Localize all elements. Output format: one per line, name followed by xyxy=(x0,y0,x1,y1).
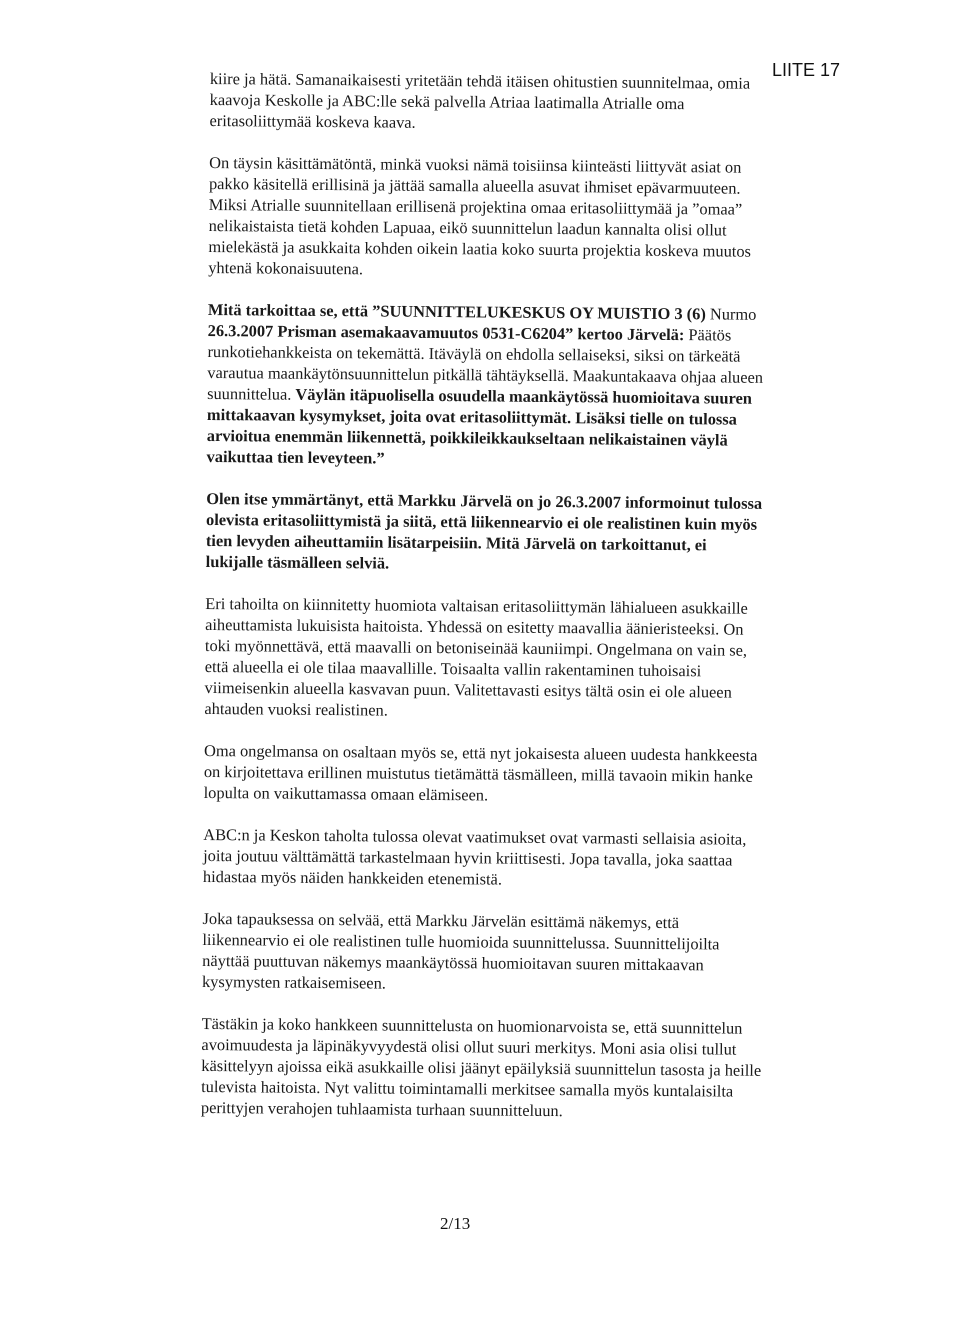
paragraph xyxy=(206,488,867,578)
text-line: pakko käsitellä erillisinä ja jättää samalla alueella asuvat ihmiset epävarmuuteen. xyxy=(208,173,741,198)
bold-text-segment: mittakaavan kysymykset, joita ovat eritasoliittymät. Lisäksi tielle on tulossa xyxy=(206,404,737,429)
text-line: kaavoja Keskolle ja ABC:lle sekä palvella Atriaa laatimalla Atrialle oma xyxy=(209,89,685,114)
paragraph xyxy=(202,908,863,998)
text-line: Miksi Atrialle suunnitellaan erillisenä projektina omaa eritasoliittymää ja ”omaa” xyxy=(208,194,743,219)
text-line: että alueella ei ole tilaa maavallille. Toisaalta vallin rakentaminen tuhoisaisi xyxy=(204,656,702,681)
paragraph xyxy=(208,152,869,284)
text-line: kiire ja hätä. Samanaikaisesti yritetään tehdä itäisen ohitustien suunnitelmaa, omia xyxy=(209,68,751,93)
text-segment: suunnittelua. xyxy=(207,383,296,404)
text-line: Olen itse ymmärtänyt, että Markku Järvelä on jo 26.3.2007 informoinut tulossa xyxy=(206,488,763,513)
text-line: hidastaa myös näiden hankkeiden etenemistä. xyxy=(202,866,503,889)
text-line: Joka tapauksessa on selvää, että Markku Järvelän esittämä näkemys, että xyxy=(202,908,680,933)
text-line: nelikaistaista tietä kohden Lapuaa, eikö suunnittelun laadun kannalta olisi ollut xyxy=(208,215,727,240)
text-line: ahtauden vuoksi realistinen. xyxy=(204,698,388,720)
text-line: kysymysten ratkaisemiseen. xyxy=(201,971,387,993)
text-line: lopulta on vaikuttamassa omaan elämiseen. xyxy=(203,782,489,805)
text-line: tien levyden aiheuttamiin lisätarpeisiin. Mitä Järvelä on tarkoittanut, ei xyxy=(205,530,707,555)
text-segment: runkotiehankkeista on tekemättä. Itäväylä on ehdolla sellaiseksi, siksi on tärkeätä xyxy=(207,341,741,366)
text-line: On täysin käsittämätöntä, minkä vuoksi nämä toisiinsa kiinteästi liittyvät asiat on xyxy=(209,152,742,177)
text-line: Oma ongelmansa on osaltaan myös se, että nyt jokaisesta alueen uudesta hankkeesta xyxy=(203,740,758,765)
bold-text-segment: 26.3.2007 Prisman asemakaavamuutos 0531-C6204” kertoo Järvelä: xyxy=(207,320,689,345)
text-line: Eri tahoilta on kiinnitetty huomiota valtaisan eritasoliittymän lähialueen asukkaille xyxy=(205,593,748,618)
text-line: on kirjoitettava erillinen muistutus tietämättä täsmälleen, millä tavaoin mikin hanke xyxy=(203,761,753,786)
text-segment: Päätös xyxy=(688,325,732,345)
text-line: aiheuttamista lukuisista haitoista. Yhdessä on esitetty maavallia äänieristeeksi. On xyxy=(205,614,744,639)
text-segment: Nurmo xyxy=(709,304,757,324)
text-line: Tästäkin ja koko hankkeen suunnittelusta on huomionarvoista se, että suunnittelun xyxy=(201,1013,743,1038)
paragraph xyxy=(204,593,865,725)
text-line: avoimuudesta ja läpinäkyvyydestä olisi ollut suuri merkitys. Moni asia olisi tullut xyxy=(201,1034,737,1059)
text-line: mielekästä ja asukkaita kohden oikein laatia koko suurta projektia koskeva muutos xyxy=(208,236,752,261)
paragraph xyxy=(203,824,864,893)
text-line: yhtenä kokonaisuutena. xyxy=(208,257,364,279)
text-line: liikennearvio ei ole realistinen tulle huomioida suunnittelussa. Suunnittelijoilta xyxy=(202,929,720,954)
text-line xyxy=(207,446,867,473)
paragraph xyxy=(201,1013,862,1124)
paragraph xyxy=(209,68,870,137)
text-line: olevista eritasoliittymistä ja siitä, että liikennearvio ei ole realistinen kuin myös xyxy=(205,509,758,534)
bold-text-segment: arvioitua enemmän liikennettä, poikkileikkaukseltaan nelikaistainen väylä xyxy=(206,425,728,450)
attachment-label: LIITE 17 xyxy=(772,60,841,80)
text-line: käsittelyyn ajoissa eikä asukkaille olisi jäänyt epäilyksiä suunnittelun tasosta ja heille xyxy=(201,1055,762,1080)
text-line: näyttää puuttuvan näkemys maankäytössä huomioitavan suuren mittakaavan xyxy=(202,950,704,975)
text-line: joita joutuu välttämättä tarkastelmaan hyvin kriittisesti. Jopa tavalla, joka saattaa xyxy=(203,845,733,870)
text-line: tulevista haitoista. Nyt valittu toimintamalli merkitsee samalla myös kuntalaisilta xyxy=(201,1076,734,1101)
paragraph xyxy=(204,740,865,809)
text-segment: varautua maankäytönsuunnittelun pitkällä tähtäykse​llä. Maakuntakaava ohjaa alueen xyxy=(207,362,764,387)
bold-text-segment: vaikuttaa tien leveyteen.” xyxy=(206,446,385,468)
bold-text-segment: Mitä tarkoittaa se, että ”SUUNNITTELUKESKUS OY MUISTIO 3 (6) xyxy=(207,299,711,324)
text-line: eritasoliittymää koskeva kaava. xyxy=(209,110,416,132)
bold-text-segment: Väylän itäpuolisella osuudella maankäytössä huomioitava suuren xyxy=(295,384,753,408)
text-line: toki myönnettävä, että maavalli on betoniseinää kauniimpi. Ongelmana on vain se, xyxy=(204,635,748,660)
body-text xyxy=(201,68,870,1145)
text-line: lukijalle täsmälleen selviä. xyxy=(205,551,390,573)
paragraph xyxy=(207,299,868,473)
page-number: 2/13 xyxy=(440,1214,471,1233)
text-line: perittyjen verahojen tuhlaamista turhaan suunnitteluun. xyxy=(200,1097,563,1121)
text-line: viimeisenkin alueella kasvavan puun. Valitettavasti esitys tältä osin ei ole alueen xyxy=(204,677,732,702)
text-line: ABC:n ja Keskon taholta tulossa olevat vaatimukset ovat varmasti sellaisia asioita, xyxy=(203,824,747,849)
